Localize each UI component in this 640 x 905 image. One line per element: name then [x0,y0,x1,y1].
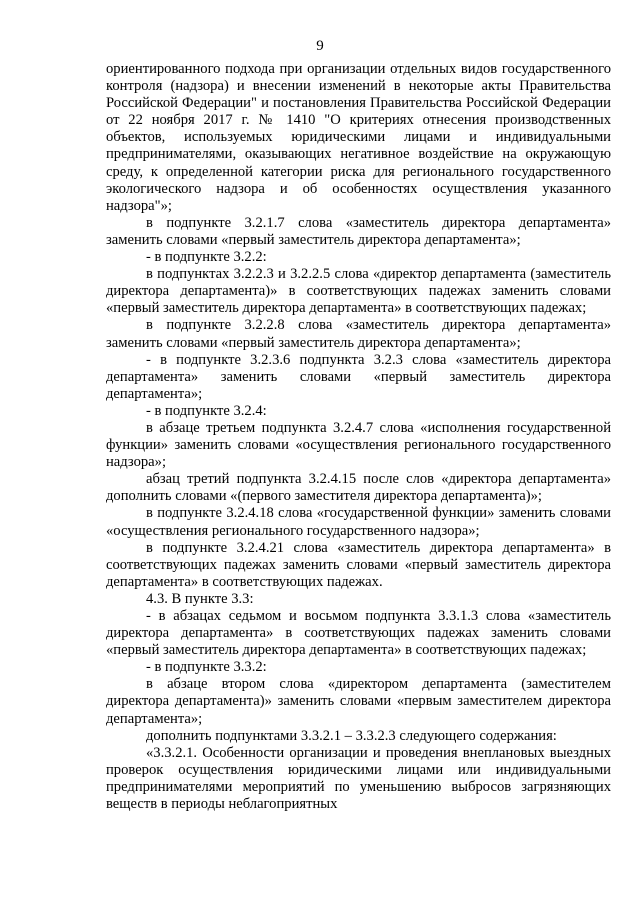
paragraph: в подпункте 3.2.4.21 слова «заместитель директора департамента» в соответствующих падежах заменить словами «первый заместитель директора департамента» в соответствующих падежах. [106,539,611,590]
paragraph-continuation: ориентированного подхода при организации отдельных видов государственного контроля (надзора) и внесении изменений в некоторые акты Правительства Российской Федерации" и постановления Правительства Российской Федерации от 22 ноября 2017 г. № 1410 "О критериях отнесения производственных объектов, используемых юридическими лицами и индивидуальными предпринимателями, оказывающих негативное воздействие на окружающую среду, к определенной категории риска для регионального государственного экологического надзора и об особенностях осуществления указанного надзора"»; [106,61,611,214]
paragraph: в абзаце третьем подпункта 3.2.4.7 слова «исполнения государственной функции» заменить словами «осуществления регионального государственного надзора»; [106,419,611,471]
paragraph: - в подпункте 3.3.2: [146,659,267,676]
paragraph: - в подпункте 3.2.2: [146,249,267,266]
paragraph: дополнить подпунктами 3.3.2.1 – 3.3.2.3 следующего содержания: [146,727,557,744]
paragraph: - в абзацах седьмом и восьмом подпункта 3.3.1.3 слова «заместитель директора департамента» в соответствующих падежах заменить словами «первый заместитель директора департамента» в соответствующих падежах; [106,608,611,659]
paragraph: - в подпункте 3.2.4: [146,402,267,419]
paragraph: в подпунктах 3.2.2.3 и 3.2.2.5 слова «директор департамента (заместитель директора департамента)» в соответствующих падежах заменить словами «первый заместитель директора департамента» в соответствующих падежах; [106,266,611,317]
paragraph: в абзаце втором слова «директором департамента (заместителем директора департамента)» заменить словами «первым заместителем директора департамента»; [106,676,611,727]
paragraph: - в подпункте 3.2.3.6 подпункта 3.2.3 слова «заместитель директора департамента» заменить словами «первый заместитель директора департамента»; [106,351,611,402]
page-number: 9 [316,38,324,54]
paragraph: абзац третий подпункта 3.2.4.15 после слов «директора департамента» дополнить словами «(первого заместителя директора департамента)»; [106,471,611,505]
paragraph: «3.3.2.1. Особенности организации и проведения внеплановых выездных проверок осуществления юридическими лицами или индивидуальными предпринимателями мероприятий по уменьшению выбросов загрязняющих веществ в периоды неблагоприятных [106,744,611,813]
paragraph: в подпункте 3.2.2.8 слова «заместитель директора департамента» заменить словами «первый заместитель директора департамента»; [106,317,611,351]
document-body [106,61,611,813]
section-heading: 4.3. В пункте 3.3: [146,590,254,607]
paragraph: в подпункте 3.2.4.18 слова «государственной функции» заменить словами «осуществления регионального государственного надзора»; [106,505,611,539]
paragraph: в подпункте 3.2.1.7 слова «заместитель директора департамента» заменить словами «первый заместитель директора департамента»; [106,214,611,248]
